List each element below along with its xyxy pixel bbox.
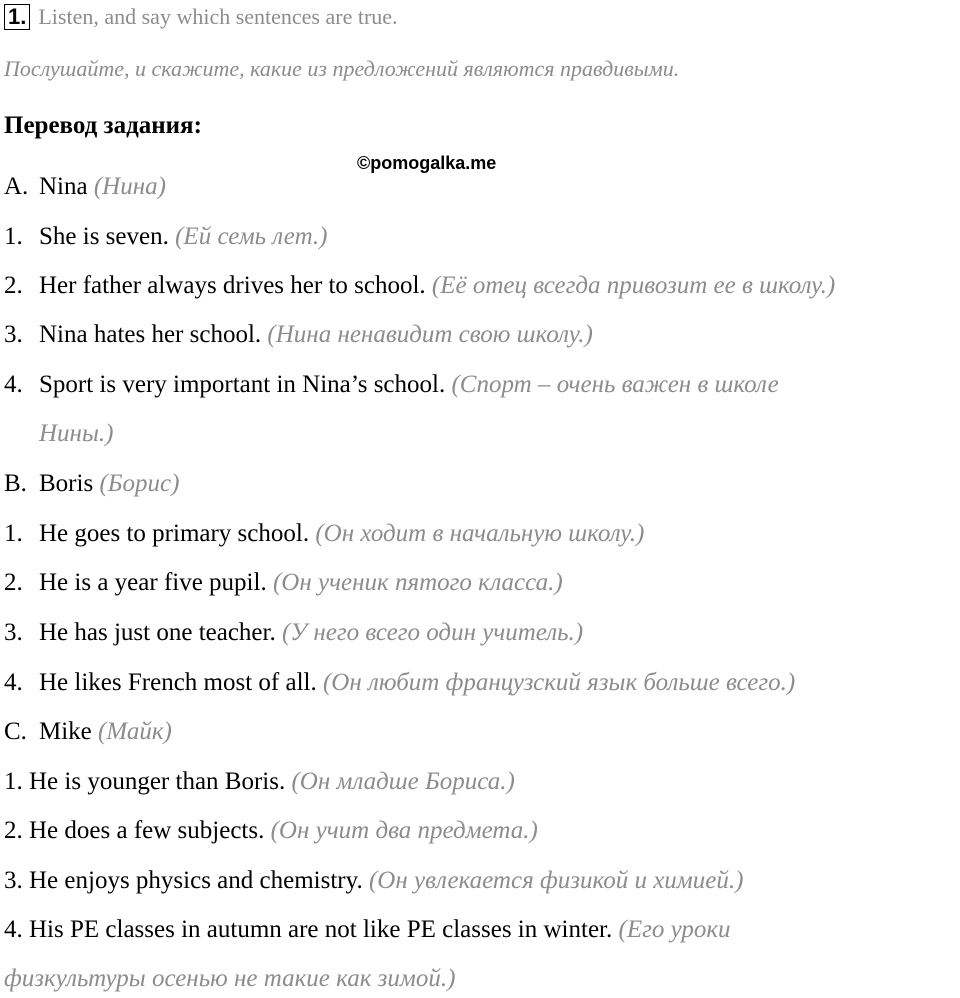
list-item: [4, 866, 743, 896]
line-english: He has just one teacher.: [39, 619, 276, 646]
section-title: Перевод задания:: [4, 112, 202, 139]
list-item: [4, 816, 538, 846]
line-english: Nina: [39, 173, 88, 200]
line-english: His PE classes in autumn are not like PE classes in winter.: [29, 916, 613, 943]
list-item: [4, 915, 731, 945]
line-russian: (Он младше Бориса.): [291, 768, 515, 795]
list-item-continuation: [4, 419, 113, 449]
line-english: He is a year five pupil.: [39, 569, 267, 596]
line-english: Nina hates her school.: [39, 321, 262, 348]
list-item: [4, 668, 795, 698]
list-item: [4, 222, 328, 252]
line-number: 1.: [4, 768, 23, 795]
line-russian: (Майк): [98, 718, 172, 745]
line-english: He enjoys physics and chemistry.: [29, 867, 363, 894]
line-number: 3.: [4, 321, 23, 348]
list-item: [4, 370, 779, 400]
section-heading-mike: [4, 717, 172, 747]
line-russian: (Он любит французский язык больше всего.): [322, 669, 796, 696]
watermark: ©pomogalka.me: [357, 153, 497, 173]
section-heading-boris: [4, 469, 179, 499]
list-item: [4, 519, 644, 549]
list-item: [4, 568, 563, 598]
line-number: 2.: [4, 817, 23, 844]
line-english: He does a few subjects.: [29, 817, 265, 844]
line-russian: (Спорт – очень важен в школе: [451, 371, 779, 398]
line-russian: (Нина): [93, 173, 166, 200]
line-russian: (Нина ненавидит свою школу.): [267, 321, 593, 348]
line-number: 4.: [4, 916, 23, 943]
line-russian: (Его уроки: [618, 916, 731, 943]
line-russian: (Он учит два предмета.): [270, 817, 538, 844]
line-russian: (Он ходит в начальную школу.): [315, 520, 645, 547]
list-item: [4, 618, 583, 648]
line-english: He goes to primary school.: [39, 520, 310, 547]
line-russian: Нины.): [39, 420, 114, 447]
section-heading-nina: [4, 172, 166, 202]
line-russian: (Ей семь лет.): [175, 223, 328, 250]
line-number: 3.: [4, 619, 23, 646]
list-item-continuation: [4, 964, 455, 994]
list-item: [4, 271, 835, 301]
line-english: He is younger than Boris.: [29, 768, 286, 795]
line-russian: физкультуры осенью не такие как зимой.): [4, 965, 456, 992]
line-russian: (Её отец всегда привозит ее в школу.): [431, 272, 836, 299]
line-number: 3.: [4, 867, 23, 894]
line-russian: (Он ученик пятого класса.): [272, 569, 563, 596]
line-russian: (У него всего один учитель.): [281, 619, 584, 646]
task-header: [4, 4, 398, 30]
task-instruction: Listen, and say which sentences are true.: [38, 4, 398, 29]
line-english: He likes French most of all.: [39, 669, 317, 696]
list-item: [4, 320, 593, 350]
line-number: 2.: [4, 569, 23, 596]
line-english: She is seven.: [39, 223, 169, 250]
line-russian: (Он увлекается физикой и химией.): [368, 867, 744, 894]
line-number: B.: [4, 470, 27, 497]
line-number: 2.: [4, 272, 23, 299]
line-number: C.: [4, 718, 27, 745]
task-instruction-translation: Послушайте, и скажите, какие из предложений являются правдивыми.: [4, 56, 680, 81]
line-number: 4.: [4, 669, 23, 696]
line-number: 4.: [4, 371, 23, 398]
task-number-box: 1.: [4, 4, 30, 30]
line-number: 1.: [4, 223, 23, 250]
line-english: Mike: [39, 718, 92, 745]
line-english: Her father always drives her to school.: [39, 272, 426, 299]
line-number: 1.: [4, 520, 23, 547]
line-english: Sport is very important in Nina’s school.: [39, 371, 446, 398]
line-russian: (Борис): [99, 470, 180, 497]
line-number: A.: [4, 173, 29, 200]
line-english: Boris: [39, 470, 94, 497]
list-item: [4, 767, 515, 797]
